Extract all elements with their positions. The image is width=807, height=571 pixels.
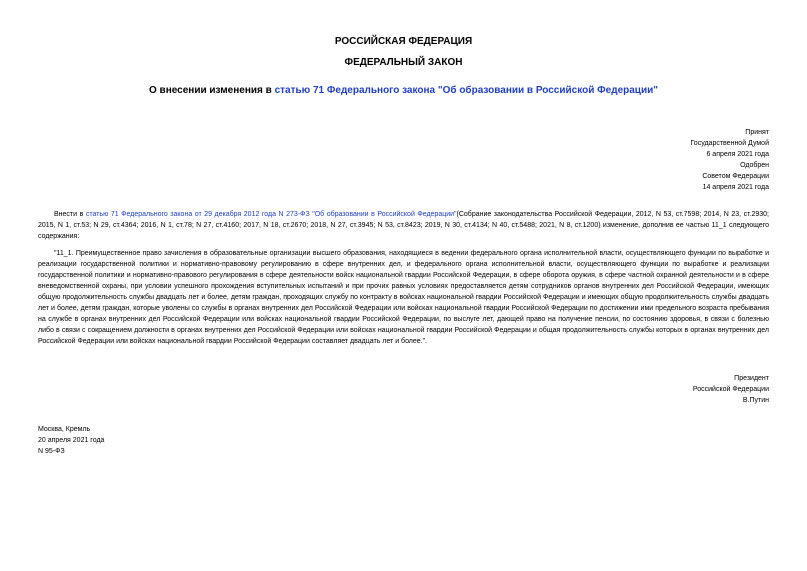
country-heading: РОССИЙСКАЯ ФЕДЕРАЦИЯ <box>334 36 473 47</box>
new-part-text: "11_1. Преимущественное право зачисления в образовательные организации высшего образования, находящиеся в ведении федерального органа исполнительной власти, осуществляющего функции по выработке и реализации государственной политики и нормативно-правовому регулированию в сфере внутренних дел, и федерального органа исполнительной власти, осуществляющего функции по выработке и реализации государственной политики и нормативно-правового регулирования в сфере деятельности войск национальной гвардии Российской Федерации, в сфере оборота оружия, в сфере частной охранной деятельности и в сфере вневедомственной охраны, при условии успешного прохождения вступительных испытаний и при прочих равных условиях предоставляется детям сотрудников органов внутренних дел Российской Федерации, имеющих общую продолжительность службы двадцать лет и более, детям граждан, проходящих службу по контракту в войсках национальной гвардии Российской Федерации и имеющих общую продолжительность службы двадцать лет и более, детям граждан, которые уволены со службы в органах внутренних дел Российской Федерации или войсках национальной гвардии Российской Федерации по достижении ими предельного возраста пребывания на службе в органах внутренних дел Российской Федерации или войсках национальной гвардии Российской Федерации, по выслуге лет, дающей право на получение пенсии, по состоянию здоровья, в связи с болезнью либо в связи с сокращением должности в органах внутренних дел Российской Федерации или войсках национальной гвардии Российской Федерации и общая продолжительность службы которых в органах внутренних дел Российской Федерации или войсках национальной гвардии Российской Федерации составляет двадцать лет и более.". <box>38 250 769 345</box>
adoption-block <box>690 127 769 193</box>
adoption-line: Государственной Думой <box>690 140 769 147</box>
adoption-line: Одобрен <box>740 162 769 169</box>
adoption-line: Советом Федерации <box>702 173 769 180</box>
signature-line: В.Путин <box>742 397 769 404</box>
law-title-link[interactable]: статью 71 Федерального закона "Об образовании в Российской Федерации" <box>274 85 658 96</box>
amendment-suffix: (Собрание законодательства Российской Федерации, 2012, N 53, ст.7598; 2014, N 23, ст.2930; 2015, N 1, ст.53; N 29, ст.4364; 2016, N 1, ст.78; N 27, ст.4160; 2017, N 18, ст.2670; 2018, N 27, ст.3945; N 53, ст.8423; 2019, N 30, ст.4134; N 40, ст.5488; 2021, N 8, ст.1200) изменение, дополнив ее частью 11_1 следующего содержания: <box>38 211 769 240</box>
adoption-line: Принят <box>745 129 769 136</box>
signature-block <box>693 373 769 406</box>
place-date-block <box>38 424 104 457</box>
signature-line: Президент <box>734 375 769 382</box>
amendment-prefix: Внести в <box>54 211 86 218</box>
adoption-line: 14 апреля 2021 года <box>702 184 769 191</box>
law-title <box>0 85 807 96</box>
date-line: 20 апреля 2021 года <box>38 437 105 444</box>
law-number: N 95-ФЗ <box>38 448 65 455</box>
amendment-paragraph <box>38 209 769 242</box>
law-type-heading: ФЕДЕРАЛЬНЫЙ ЗАКОН <box>344 57 463 68</box>
signature-line: Российской Федерации <box>692 386 769 393</box>
adoption-line: 6 апреля 2021 года <box>706 151 769 158</box>
law-title-prefix: О внесении изменения в <box>148 85 275 96</box>
place-line: Москва, Кремль <box>38 426 91 433</box>
law-reference-link[interactable]: статью 71 Федерального закона от 29 декабря 2012 года N 273-ФЗ "Об образовании в Российской Федерации" <box>85 211 457 218</box>
